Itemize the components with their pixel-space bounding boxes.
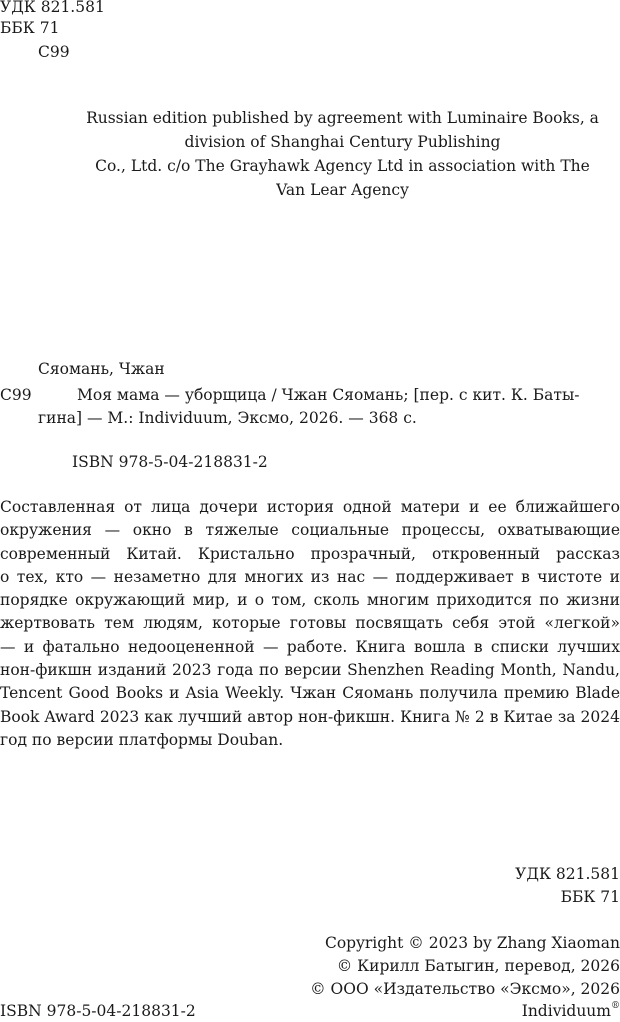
agreement-line: Russian edition published by agreement with Luminaire Books, a	[86, 109, 599, 127]
bbk-code-bottom: ББК 71	[560, 888, 620, 906]
agreement-line: division of Shanghai Century Publishing	[184, 133, 501, 151]
udk-code-bottom: УДК 821.581	[515, 865, 620, 883]
annotation-line: — и фатально недооцененной — работе. Книга вошла в списки лучших	[0, 637, 620, 656]
catalog-isbn: ISBN 978-5-04-218831-2	[72, 453, 268, 471]
annotation-line: год по версии платформы Douban.	[0, 730, 284, 749]
copyright-author: Copyright © 2023 by Zhang Xiaoman	[324, 934, 620, 952]
imprint-name	[522, 1000, 620, 1022]
registered-mark: ®	[611, 1001, 620, 1011]
annotation-line: о тех, кто — незаметно для многих из нас — поддерживает в чистоте и	[0, 567, 620, 586]
rights-agreement-notice	[70, 106, 615, 202]
annotation-line: жертвовать тем людям, которые готовы посвящать себя этой «легкой»	[0, 614, 620, 633]
book-annotation	[0, 496, 620, 752]
annotation-line: современный Китай. Кристально прозрачный, откровенный рассказ	[0, 544, 620, 563]
annotation-line: окружения — окно в тяжелые социальные процессы, охватывающие	[0, 521, 620, 540]
annotation-line: Составленная от лица дочери история одной матери и ее ближайшего	[0, 498, 620, 516]
copyright-publisher: © ООО «Издательство «Эксмо», 2026	[310, 980, 620, 998]
agreement-line: Co., Ltd. c/o The Grayhawk Agency Ltd in association with The	[95, 157, 590, 175]
imprint-label: Individuum	[521, 1002, 611, 1020]
bbk-code: ББК 71	[0, 19, 60, 37]
catalog-description-line: Моя мама — уборщица / Чжан Сяомань; [пер. с кит. К. Баты-	[77, 386, 580, 404]
catalog-author: Сяомань, Чжан	[38, 360, 165, 378]
annotation-line: Book Award 2023 как лучший автор нон-фикшн. Книга № 2 в Китае за 2024	[0, 707, 620, 726]
catalog-description-line: гина] — М.: Individuum, Эксмо, 2026. — 368 с.	[38, 409, 417, 427]
author-sign: С99	[38, 43, 70, 61]
agreement-line: Van Lear Agency	[276, 181, 409, 199]
isbn-bottom: ISBN 978-5-04-218831-2	[0, 1002, 196, 1020]
udk-code: УДК 821.581	[0, 0, 105, 16]
catalog-author-sign: С99	[0, 386, 32, 404]
annotation-line: порядке окружающий мир, и о том, сколь многим приходится по жизни	[0, 591, 620, 610]
annotation-line: Tencent Good Books и Asia Weekly. Чжан Сяомань получила премию Blade	[0, 684, 620, 703]
copyright-translation: © Кирилл Батыгин, перевод, 2026	[336, 957, 620, 975]
annotation-line: нон-фикшн изданий 2023 года по версии Shenzhen Reading Month, Nandu,	[0, 661, 620, 680]
